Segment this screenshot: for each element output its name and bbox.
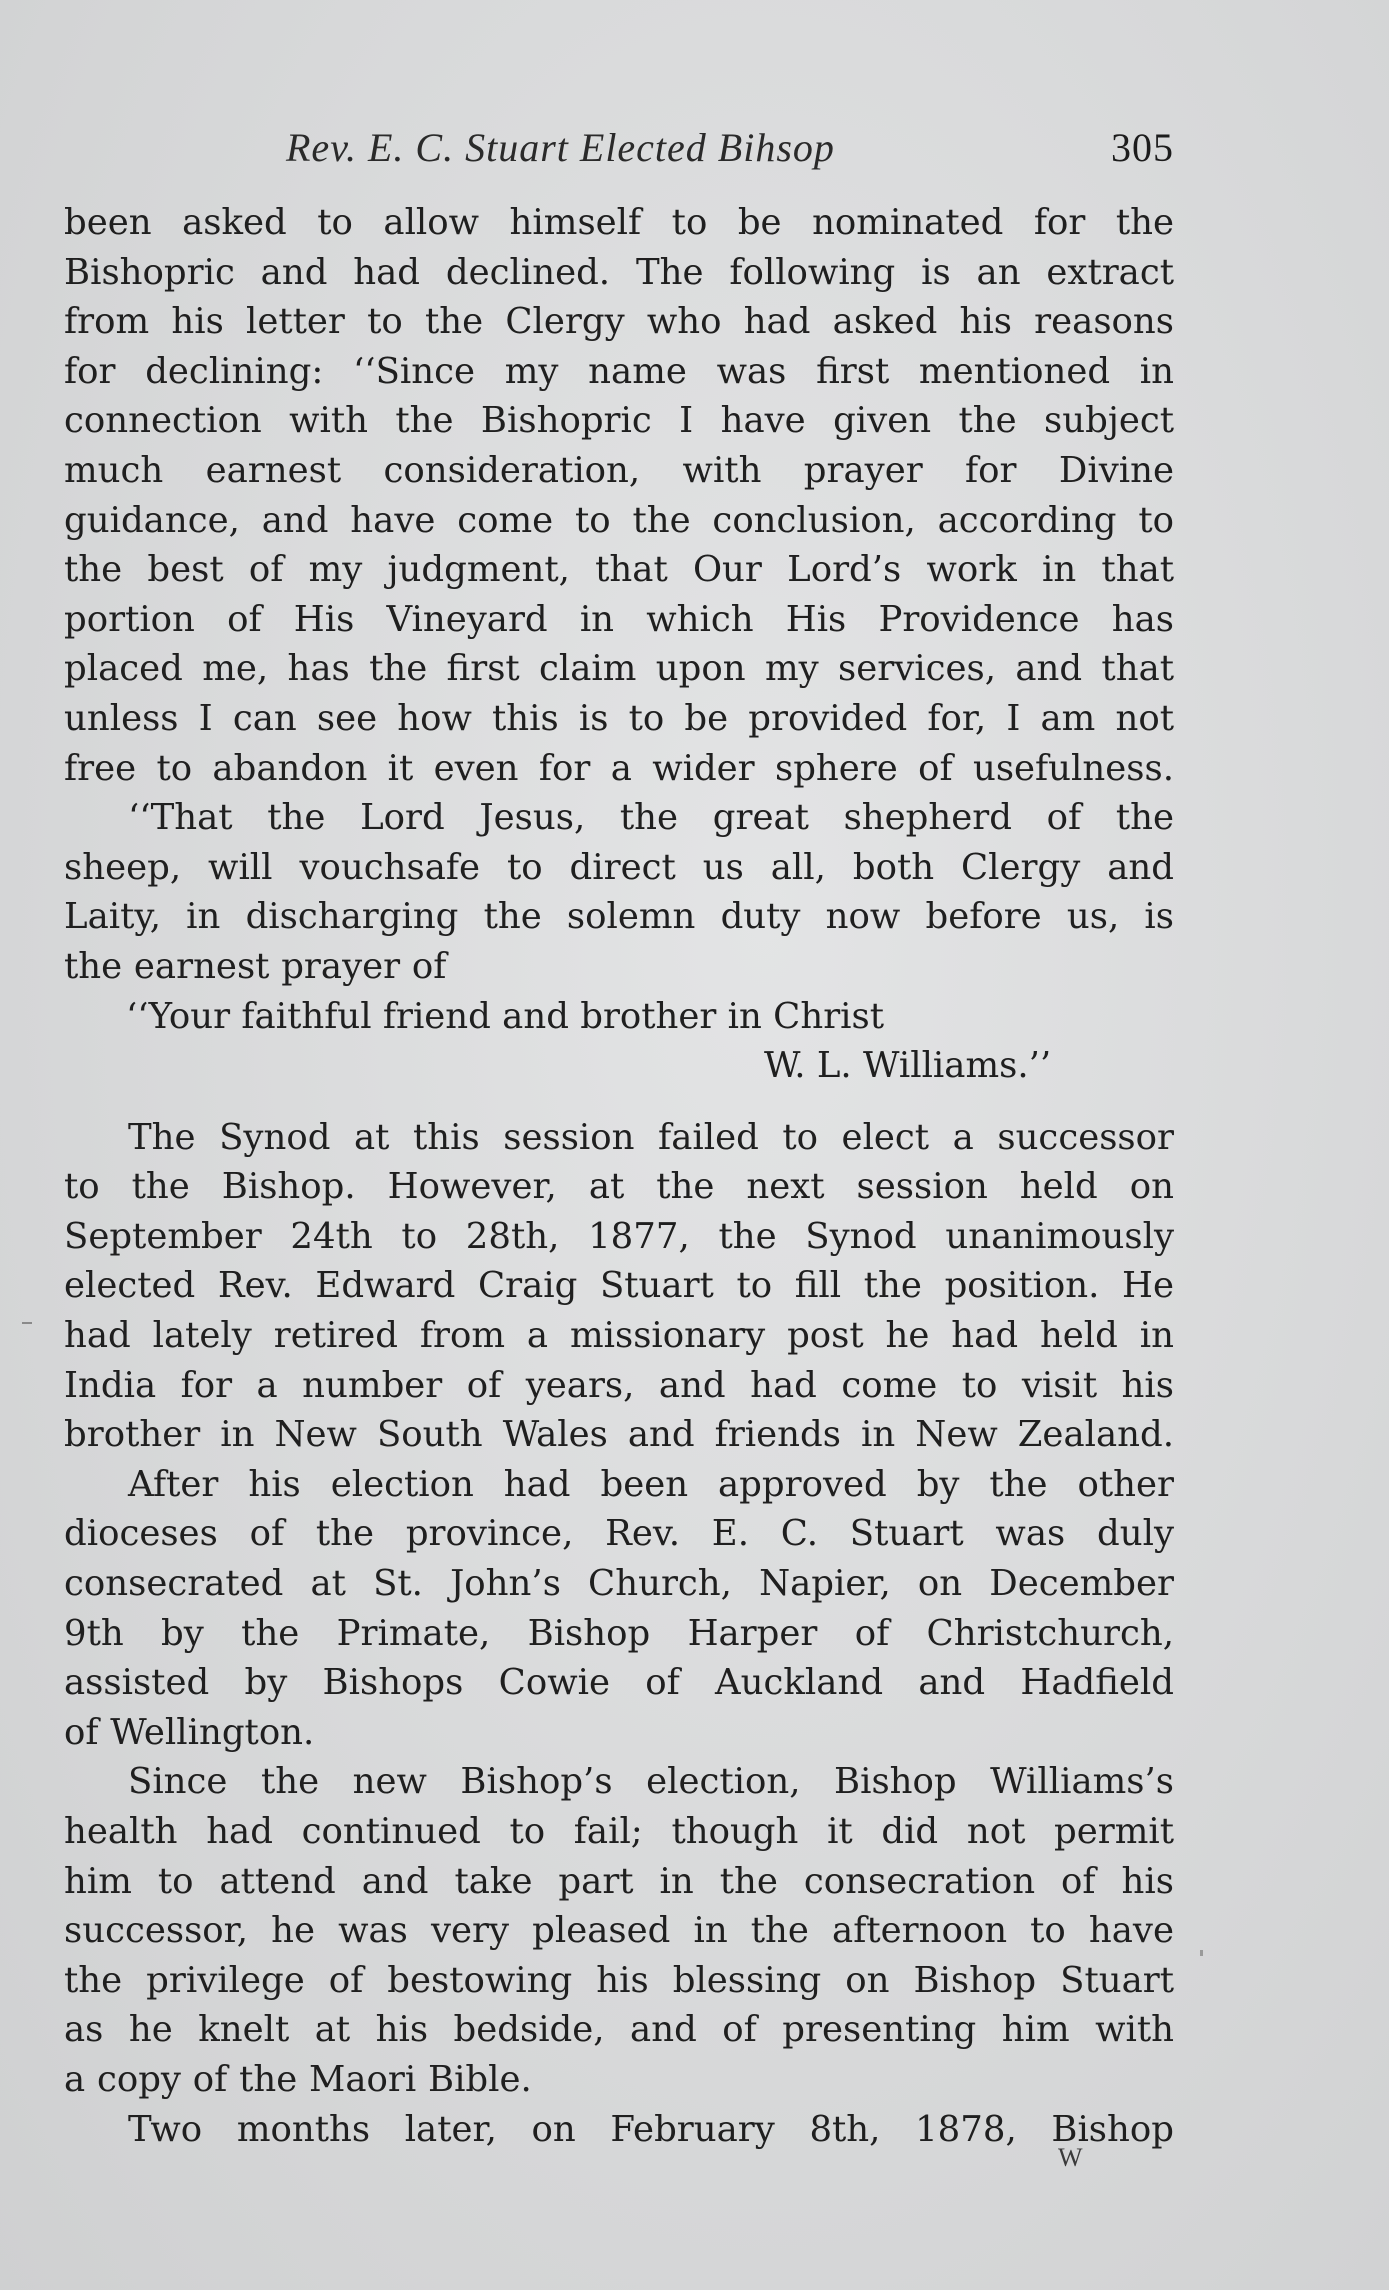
page-number: 305 (1111, 125, 1174, 170)
text-line: of Wellington. (64, 1711, 315, 1753)
paragraph-letter-prayer (64, 793, 1174, 991)
text-line: The Synod at this session failed to elect a successor (128, 1116, 1174, 1158)
margin-speck (1200, 1950, 1203, 1956)
text-line: After his election had been approved by the other (128, 1463, 1174, 1505)
text-line: September 24th to 28th, 1877, the Synod unanimously (64, 1215, 1174, 1257)
text-line: Two months later, on February 8th, 1878, Bishop (128, 2108, 1174, 2150)
text-line: free to abandon it even for a wider sphere of usefulness. (64, 747, 1174, 789)
text-line: for declining: ‘‘Since my name was first mentioned in (64, 350, 1174, 392)
text-line: assisted by Bishops Cowie of Auckland and Hadfield (64, 1662, 1174, 1704)
letter-signature: W. L. Williams.’’ (764, 1045, 1052, 1087)
text-line: the privilege of bestowing his blessing on Bishop Stuart (64, 1959, 1174, 2001)
text-line: dioceses of the province, Rev. E. C. Stuart was duly (64, 1513, 1174, 1555)
text-line: placed me, has the first claim upon my services, and that (64, 648, 1174, 690)
text-line: as he knelt at his bedside, and of presenting him with (64, 2009, 1174, 2051)
running-title: Rev. E. C. Stuart Elected Bihsop (286, 125, 835, 170)
paragraph-letter-intro (64, 198, 1174, 793)
text-line: consecrated at St. John’s Church, Napier, on December (64, 1563, 1174, 1605)
text-line: health had continued to fail; though it did not permit (64, 1811, 1174, 1852)
text-line: had lately retired from a missionary post he had held in (64, 1315, 1174, 1357)
text-line: the earnest prayer of (64, 945, 447, 987)
paragraph-consecration (64, 1460, 1174, 1758)
text-line: portion of His Vineyard in which His Providence has (64, 598, 1174, 640)
paragraph-synod-election (64, 1113, 1174, 1460)
text-line: unless I can see how this is to be provided for, I am not (64, 697, 1174, 739)
text-line: successor, he was very pleased in the afternoon to have (64, 1910, 1174, 1952)
running-head (64, 118, 1174, 178)
text-line: the best of my judgment, that Our Lord’s work in that (64, 549, 1174, 591)
margin-tick-mark (22, 1322, 32, 1324)
paragraph-two-months-later (64, 2105, 1174, 2155)
paragraph-bishop-health (64, 1757, 1174, 2104)
text-line: to the Bishop. However, at the next session held on (64, 1166, 1174, 1208)
text-line: elected Rev. Edward Craig Stuart to fill the position. He (64, 1265, 1174, 1307)
text-line: been asked to allow himself to be nominated for the (64, 202, 1174, 243)
text-line: 9th by the Primate, Bishop Harper of Christchurch, (64, 1612, 1174, 1654)
text-line: India for a number of years, and had come to visit his (64, 1364, 1174, 1406)
text-line: Bishopric and had declined. The following is an extract (64, 251, 1174, 293)
printer-signature-mark: W (1058, 2143, 1083, 2172)
text-line: connection with the Bishopric I have given the subject (64, 400, 1174, 442)
text-line: Laity, in discharging the solemn duty now before us, is (64, 896, 1174, 938)
text-line: sheep, will vouchsafe to direct us all, both Clergy and (64, 846, 1174, 888)
letter-closing: ‘‘Your faithful friend and brother in Christ (126, 995, 885, 1037)
text-line: from his letter to the Clergy who had asked his reasons (64, 301, 1174, 343)
text-line: brother in New South Wales and friends in New Zealand. (64, 1414, 1174, 1456)
text-line: a copy of the Maori Bible. (64, 2058, 532, 2100)
text-line: much earnest consideration, with prayer for Divine (64, 449, 1174, 491)
text-line: Since the new Bishop’s election, Bishop Williams’s (128, 1761, 1174, 1803)
body-text (64, 198, 1174, 2154)
text-line: him to attend and take part in the consecration of his (64, 1860, 1174, 1902)
text-line: guidance, and have come to the conclusion, according to (64, 499, 1174, 541)
text-line: ‘‘That the Lord Jesus, the great shepherd of the (128, 797, 1174, 839)
